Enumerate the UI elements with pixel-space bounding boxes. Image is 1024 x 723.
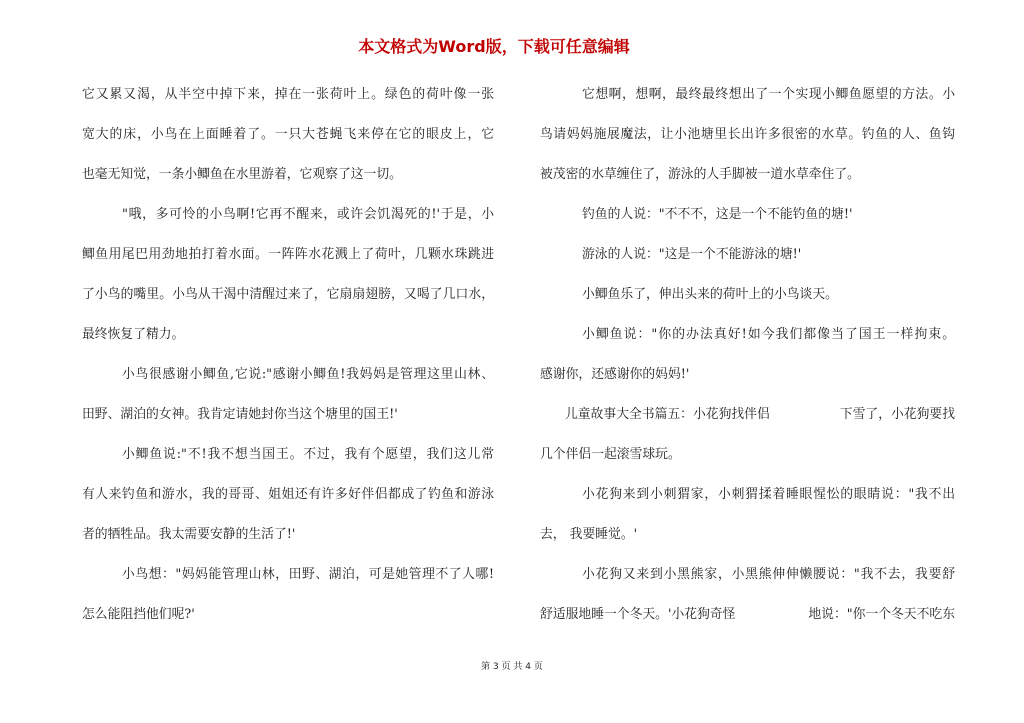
text-line: 者的牺牲品。我太需要安静的生活了!'	[82, 527, 296, 542]
paragraph	[540, 195, 955, 235]
text-line: 了小鸟的嘴里。小鸟从干渴中清醒过来了，它扇扇翅膀，又喝了几口水，	[82, 287, 494, 302]
paragraph	[82, 195, 494, 355]
text-line: 小鲫鱼说："你的办法真好!如今我们都像当了国王一样拘束。	[582, 327, 955, 342]
text-line: 小鲫鱼乐了，伸出头来的荷叶上的小鸟谈天。	[582, 287, 838, 302]
page-number: 第 3 页 共 4 页	[481, 662, 543, 672]
left-column	[82, 75, 494, 635]
text-line: 它又累又渴，从半空中掉下来，掉在一张荷叶上。绿色的荷叶像一张	[82, 87, 494, 102]
text-segment: 下雪了，小花狗要找	[839, 407, 955, 422]
paragraph	[82, 555, 494, 635]
text-line: 也毫无知觉，一条小鲫鱼在水里游着，它观察了这一切。	[82, 167, 402, 182]
text-line: 小花狗来到小刺猬家，小刺猬揉着睡眼惺忪的眼睛说："我不出	[582, 487, 955, 502]
text-line: 怎么能阻挡他们呢?'	[82, 607, 195, 622]
paragraph	[540, 235, 955, 275]
paragraph	[540, 395, 955, 475]
paragraph	[82, 355, 494, 435]
text-line: 它想啊，想啊，最终最终想出了一个实现小鲫鱼愿望的方法。小	[582, 87, 955, 102]
text-line: 最终恢复了精力。	[82, 327, 185, 342]
section-heading: 儿童故事大全书篇五：小花狗找伴侣	[565, 407, 770, 422]
text-line: "哦，多可怜的小鸟啊!它再不醒来，或许会饥渴死的!'于是，小	[122, 207, 494, 222]
paragraph	[540, 75, 955, 195]
right-column	[540, 75, 955, 635]
paragraph	[82, 75, 494, 195]
format-notice: 本文格式为Word版，下载可任意编辑	[358, 37, 630, 56]
text-line: 小鸟想："妈妈能管理山林，田野、湖泊，可是她管理不了人哪!	[122, 567, 494, 582]
text-line	[540, 395, 955, 435]
text-line: 小鲫鱼说:"不!我不想当国王。不过，我有个愿望，我们这儿常	[122, 447, 494, 462]
text-line: 小鸟很感谢小鲫鱼,它说:"感谢小鲫鱼!我妈妈是管理这里山林、	[122, 367, 494, 382]
paragraph	[82, 435, 494, 555]
text-line: 感谢你，还感谢你的妈妈!'	[540, 367, 690, 382]
paragraph	[540, 475, 955, 555]
text-line: 鲫鱼用尾巴用劲地拍打着水面。一阵阵水花溅上了荷叶，几颗水珠跳进	[82, 247, 494, 262]
text-line: 宽大的床，小鸟在上面睡着了。一只大苍蝇飞来停在它的眼皮上，它	[82, 127, 494, 142]
text-segment: 舒适服地睡一个冬天。'小花狗奇怪	[540, 607, 736, 622]
text-line: 鸟请妈妈施展魔法，让小池塘里长出许多很密的水草。钓鱼的人、鱼钩	[540, 127, 955, 142]
text-line: 去， 我要睡觉。'	[540, 527, 638, 542]
text-line: 有人来钓鱼和游水，我的哥哥、姐姐还有许多好伴侣都成了钓鱼和游泳	[82, 487, 494, 502]
paragraph	[540, 315, 955, 395]
text-line: 钓鱼的人说："不不不，这是一个不能钓鱼的塘!'	[582, 207, 853, 222]
text-line	[540, 595, 955, 635]
text-segment: 地说："你一个冬天不吃东	[808, 607, 955, 622]
text-line: 游泳的人说："这是一个不能游泳的塘!'	[582, 247, 802, 262]
paragraph	[540, 275, 955, 315]
text-line: 被茂密的水草缠住了，游泳的人手脚被一道水草牵住了。	[540, 167, 860, 182]
paragraph	[540, 555, 955, 635]
text-line: 田野、湖泊的女神。我肯定请她封你当这个塘里的国王!'	[82, 407, 398, 422]
text-line: 小花狗又来到小黑熊家，小黑熊伸伸懒腰说："我不去，我要舒	[582, 567, 955, 582]
text-line: 几个伴侣一起滚雪球玩。	[540, 447, 681, 462]
